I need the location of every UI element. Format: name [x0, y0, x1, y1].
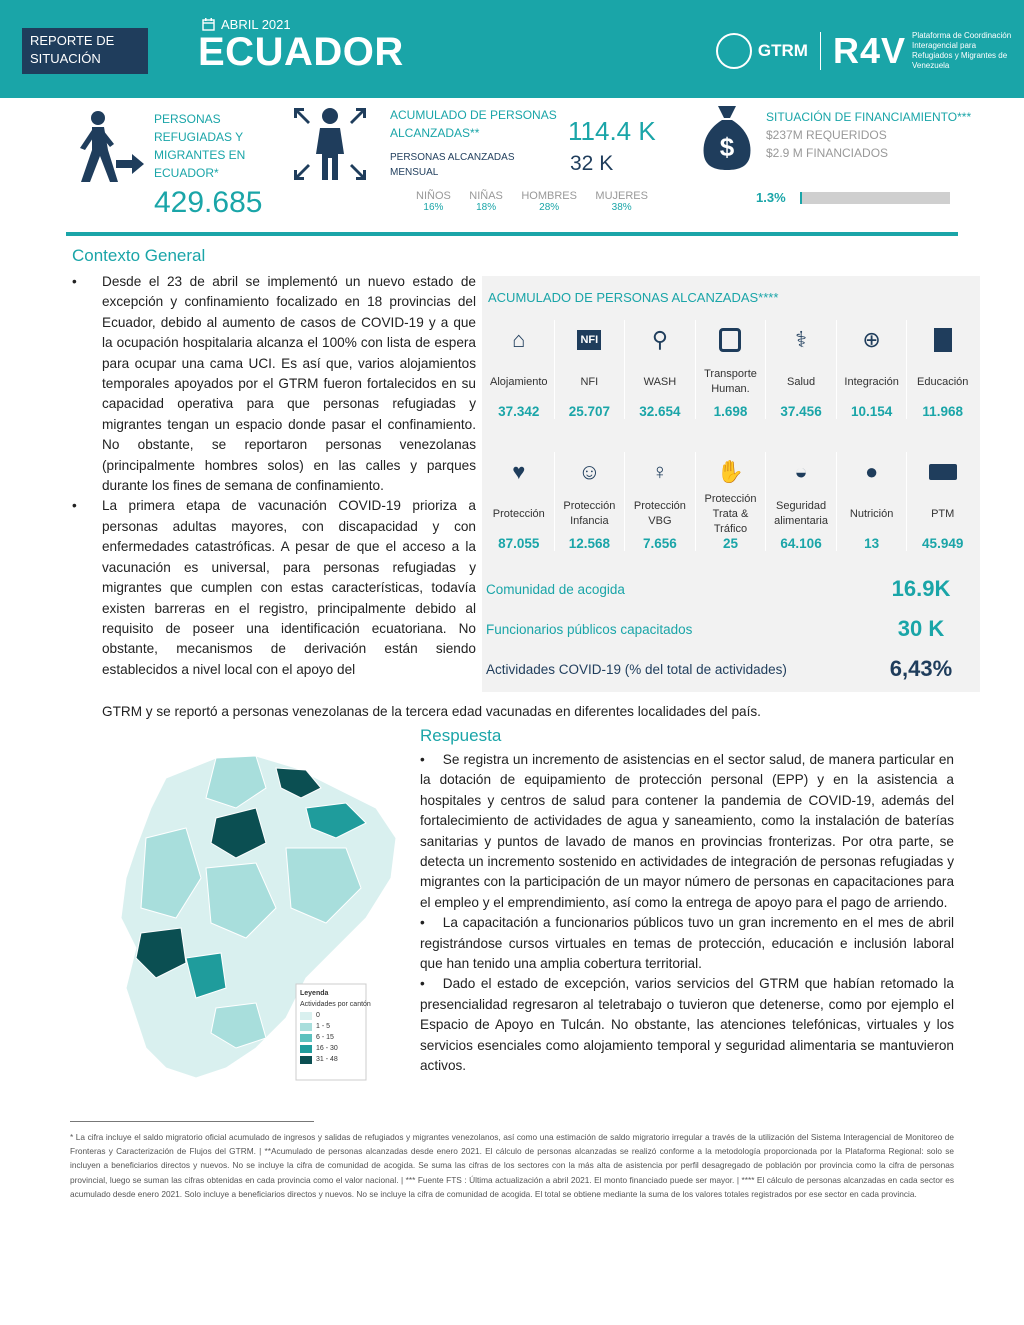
sector-label: Protección: [492, 507, 545, 520]
person-reached-icon: [290, 104, 370, 184]
funding-bar: [800, 192, 950, 204]
sector-salud: [766, 320, 837, 419]
funding-required: $237M REQUERIDOS: [766, 128, 887, 142]
funding-funded: $2.9 M FINANCIADOS: [766, 146, 889, 160]
legend-swatch: [300, 1012, 312, 1020]
sector-value: 37.456: [780, 404, 822, 419]
context-bullet-2-end: GTRM y se reportó a personas venezolanas de la tercera edad vacunadas en diferentes localidades del país.: [102, 704, 761, 719]
svg-text:$: $: [719, 132, 735, 162]
sector-label: Protección Infancia: [563, 500, 616, 527]
legend-label: 16 - 30: [316, 1045, 338, 1052]
covid-label: Actividades COVID-19 (% del total de actividades): [486, 661, 787, 677]
sector-label: Salud: [786, 375, 816, 388]
map-legend: [300, 988, 371, 1065]
refugees-label: PERSONAS REFUGIADAS Y MIGRANTES EN ECUADOR*: [154, 112, 246, 180]
response-bullet-3: • Dado el estado de excepción, varios servicios del GTRM que habían retomado la presencialidad regresaron al teletrabajo o tuvieron que detenerse, como por ejemplo el Espacio de Apoyo en Tulcán. No obstante, las atenciones telefónicas, virtuales y los servicios esenciales como alojamiento temporal y seguridad alimentaria se mantuvieron activos.: [420, 976, 954, 1074]
sector-value: 25: [722, 536, 738, 551]
sector-value: 10.154: [850, 404, 893, 419]
food-icon: ◒: [794, 459, 808, 484]
demo-value: 28%: [539, 202, 560, 213]
sector-seguridad-alimentaria: [766, 452, 837, 551]
accumulated-title: ACUMULADO DE PERSONAS ALCANZADAS****: [488, 290, 779, 305]
officials-value: 30 K: [897, 616, 945, 641]
demo-value: 18%: [476, 202, 497, 213]
sector-row-2: [484, 452, 978, 551]
sector-nfi: [555, 320, 626, 419]
sector-value: 45.949: [922, 536, 964, 551]
response-bullets: [420, 750, 954, 1077]
sector-row-1: [484, 320, 978, 419]
header-banner: [0, 0, 1024, 98]
reached-value: 114.4 K: [568, 116, 656, 146]
sector-label: Alojamiento: [490, 375, 548, 388]
gtrm-logo-text: GTRM: [757, 41, 808, 60]
legend-label: 1 - 5: [316, 1023, 331, 1030]
funding-bar-fill: [800, 192, 802, 204]
response-bullet-2: • La capacitación a funcionarios públicos tuvo un gran incremento en el mes de abril registrándose cursos virtuales en temas de protección, educación e inclusión laboral que han tenido una amplia cobertura territorial.: [420, 915, 954, 972]
report-type-badge: REPORTE DE SITUACIÓN: [22, 28, 148, 74]
sector-label: Protección Trata & Tráfico: [704, 492, 757, 535]
footnote: * La cifra incluye el saldo migratorio oficial acumulado de ingresos y salidas de refugiados y migrantes venezolanos, así como una estimación de saldo migratorio irregular a través de la utilización del Sistema Interagencial de Monitoreo de Fronteras y Caracterización de Flujos del GTRM. | **Acumulado de personas alcanzadas desde enero 2021. El cálculo de personas alcanzadas se realizó conforme a la metodología proporcionada por la Plataforma Regional: solo se incluyen a beneficiarios directos y nuevos. No se incluye la cifra de comunidad de acogida. Se suma las cifras de los sectores con la más alta de asistencia por perfil desagregado de población por provincia como la cifra de personas provincial, luego se suman las cifras obtenidas en cada provincia como el valor nacional. | *** Fuente FTS : Última actualización a abril 2021. El monto financiado puede ser mayor. | **** El cálculo de personas alcanzadas en cada sector es acumulado desde enero 2021. Solo incluye a beneficiarios directos y nuevos. No se incluye la cifra de comunidad de acogida. El total se obtiene mediante la suma de los valores totales registrados por ese sector en cada provincia.: [70, 1132, 954, 1199]
sector-value: 13: [864, 536, 880, 551]
demo-hombres: [521, 190, 577, 213]
covid-value: 6,43%: [889, 656, 953, 681]
funding-percent: 1.3%: [756, 190, 786, 205]
response-bullet-3-text: Dado el estado de excepción, varios servicios del GTRM que habían retomado la presencialidad regresaron al teletrabajo o tuvieron que detenerse, como por ejemplo el Espacio de Apoyo en Tulcán. No obstante, las atenciones telefónicas, virtuales y los servicios esenciales como alojamiento temporal y seguridad alimentaria se mantuvieron activos.: [420, 976, 954, 1074]
sector-integracion: [837, 320, 908, 419]
partner-logos: [716, 30, 1012, 72]
child-protection-icon: ☺: [578, 459, 601, 484]
legend-subtitle: Actividades por cantón: [300, 1001, 371, 1008]
legend-swatch: [300, 1034, 312, 1042]
tap-icon: ⚲: [651, 327, 668, 352]
demo-value: 16%: [423, 202, 444, 213]
sector-value: 11.968: [922, 404, 963, 419]
demo-ninas: [469, 190, 503, 213]
response-bullet-2-text: La capacitación a funcionarios públicos tuvo un gran incremento en el mes de abril registrándose cursos virtuales en temas de protección, educación e inclusión laboral que han tenido una amplia cobertura territorial.: [420, 915, 954, 972]
sector-label: WASH: [643, 375, 677, 388]
reached-label: ACUMULADO DE PERSONAS ALCANZADAS**: [390, 108, 557, 140]
response-bullet-1: • Se registra un incremento de asistencias en el sector salud, de manera particular en la dotación de equipamiento de protección personal (EPP) y en la asistencia a hospitales y centros de salud para contener la pandemia de COVID-19, además del fortalecimiento de actividades de agua y saneamiento, como la instalación de baterías sanitarias y puntos de lavado de manos en provincias fronterizas. Por otra parte, se detecta un incremento sostenido en actividades de integración de personas refugiadas y migrantes con la participación de un mayor número de personas en capacitaciones para el empleo y el emprendimiento, así como la entrega de apoyo para el pago de arriendo.: [420, 752, 954, 910]
demo-ninos: [416, 190, 451, 213]
legend-label: 31 - 48: [316, 1056, 338, 1063]
covid-row: [486, 656, 976, 682]
legend-item: [300, 1021, 371, 1032]
monthly-label: PERSONAS ALCANZADAS MENSUAL: [390, 152, 515, 178]
sector-proteccion: [484, 452, 555, 551]
sector-proteccion-infancia: [555, 452, 626, 551]
sector-label: Protección VBG: [633, 500, 686, 527]
demographics: [416, 190, 648, 213]
sector-proteccion-vbg: [625, 452, 696, 551]
gbv-icon: ♀: [651, 459, 669, 484]
sector-value: 32.654: [639, 404, 681, 419]
legend-item: [300, 1032, 371, 1043]
officials-row: [486, 616, 976, 642]
sector-value: 7.656: [643, 536, 677, 551]
r4v-logo: R4V: [832, 30, 906, 71]
sector-value: 64.106: [780, 536, 822, 551]
stats-divider: [66, 232, 958, 236]
sector-label: Seguridad alimentaria: [774, 500, 828, 527]
legend-item: [300, 1043, 371, 1054]
legend-swatch: [300, 1045, 312, 1053]
sector-label: Nutrición: [849, 507, 894, 520]
sector-value: 25.707: [568, 404, 610, 419]
nutrition-icon: ●: [864, 459, 879, 484]
stats-row: [0, 98, 1024, 232]
demo-mujeres: [595, 190, 648, 213]
footnote-divider: [70, 1121, 314, 1122]
sector-transporte: [696, 320, 767, 419]
legend-item: [300, 1010, 371, 1021]
context-title: Contexto General: [72, 246, 206, 265]
sector-value: 87.055: [498, 536, 540, 551]
sector-nutricion: [837, 452, 908, 551]
response-bullet-1-text: Se registra un incremento de asistencias en el sector salud, de manera particular en la dotación de equipamiento de protección personal (EPP) y en la asistencia a hospitales y centros de salud para contener la pandemia de COVID-19, además del fortalecimiento de actividades de agua y saneamiento, como la instalación de baterías sanitarias y puntos de lavado de manos en provincias fronterizas. Por otra parte, se detecta un incremento sostenido en actividades de integración de personas refugiadas y migrantes con la participación de un mayor número de personas en capacitaciones para el empleo y el emprendimiento, así como la entrega de apoyo para el pago de arriendo.: [420, 752, 954, 910]
date-text: ABRIL 2021: [221, 17, 291, 32]
demo-label: NIÑOS: [416, 190, 451, 202]
bus-icon: [696, 320, 766, 360]
accumulated-panel: [482, 276, 980, 692]
integration-icon: ⊕: [862, 327, 881, 352]
sector-trata: [696, 452, 767, 551]
refugees-value: 429.685: [154, 186, 263, 219]
demo-label: HOMBRES: [521, 190, 577, 202]
context-bullet-1: • Desde el 23 de abril se implementó un nuevo estado de excepción y confinamiento focalizado en 18 provincias del Ecuador, debido al aumento de casos de COVID-19 y a que la ocupación hospitalaria alcanza el 100% con lista de espera para ocupar una cama UCI. Es así que, varios alojamientos temporales apoyados por el GTRM fueron fortalecidos en su capacidad operativa para que personas refugiadas y migrantes tengan un espacio donde pasar el confinamiento. No obstante, se reportaron personas venezolanas (principalmente hombres solos) en las calles y parques durante los fines de semana de confinamiento.: [72, 272, 476, 496]
sector-label: NFI: [580, 375, 599, 388]
walking-person-icon: [68, 110, 146, 184]
protection-icon: ♥: [512, 459, 526, 484]
sector-wash: [625, 320, 696, 419]
officials-label: Funcionarios públicos capacitados: [486, 621, 693, 637]
host-community-label: Comunidad de acogida: [486, 581, 625, 597]
funding-label: SITUACIÓN DE FINANCIAMIENTO***: [766, 110, 972, 124]
sector-label: Transporte Human.: [704, 368, 757, 395]
nfi-icon: NFI: [555, 320, 625, 360]
legend-swatch: [300, 1056, 312, 1064]
r4v-subtitle: Plataforma de Coordinación Interagencial para Refugiados y Migrantes de Venezuela: [912, 31, 1012, 70]
sector-label: PTM: [931, 507, 955, 520]
legend-title: Leyenda: [300, 990, 329, 997]
monthly-value: 32 K: [570, 152, 614, 175]
house-icon: ⌂: [512, 327, 526, 352]
sector-value: 37.342: [498, 404, 540, 419]
ecuador-activity-map: [106, 748, 406, 1084]
book-icon: [907, 320, 978, 360]
gtrm-logo: [716, 33, 808, 69]
sector-value: 12.568: [568, 536, 610, 551]
host-community-value: 16.9K: [891, 576, 951, 601]
sector-educacion: [907, 320, 978, 419]
demo-label: MUJERES: [595, 190, 648, 202]
legend-label: 0: [316, 1012, 320, 1019]
legend-items: [300, 1010, 371, 1065]
legend-item: [300, 1054, 371, 1065]
demo-value: 38%: [611, 202, 632, 213]
response-title: Respuesta: [420, 726, 502, 745]
legend-swatch: [300, 1023, 312, 1031]
globe-icon: [716, 33, 752, 69]
sector-alojamiento: [484, 320, 555, 419]
demo-label: NIÑAS: [469, 190, 503, 202]
trafficking-icon: ✋: [716, 459, 745, 484]
legend-label: 6 - 15: [316, 1034, 334, 1041]
context-bullets: [72, 272, 476, 680]
cash-icon: [907, 452, 978, 492]
logo-divider: [820, 32, 821, 70]
money-bag-icon: [702, 104, 752, 172]
host-community-row: [486, 576, 976, 602]
context-bullet-2: • La primera etapa de vacunación COVID-19 prioriza a personas adultas mayores, con discapacidad y con enfermedades catastróficas. A pesar de que el acceso a la vacunación es universal, para personas refugiadas y migrantes que cumplen con estas características, todavía existen barreras en el registro, principalmente debido al requisito de poseer una identificación ecuatoriana. No obstante, mecanismos de derivación están siendo establecidos a nivel local con el apoyo del: [72, 496, 476, 680]
sector-label: Integración: [844, 375, 899, 388]
health-icon: ⚕: [795, 327, 808, 352]
country-title: ECUADOR: [198, 30, 404, 74]
sector-label: Educación: [917, 375, 969, 388]
sector-ptm: [907, 452, 978, 551]
sector-value: 1.698: [713, 404, 748, 419]
